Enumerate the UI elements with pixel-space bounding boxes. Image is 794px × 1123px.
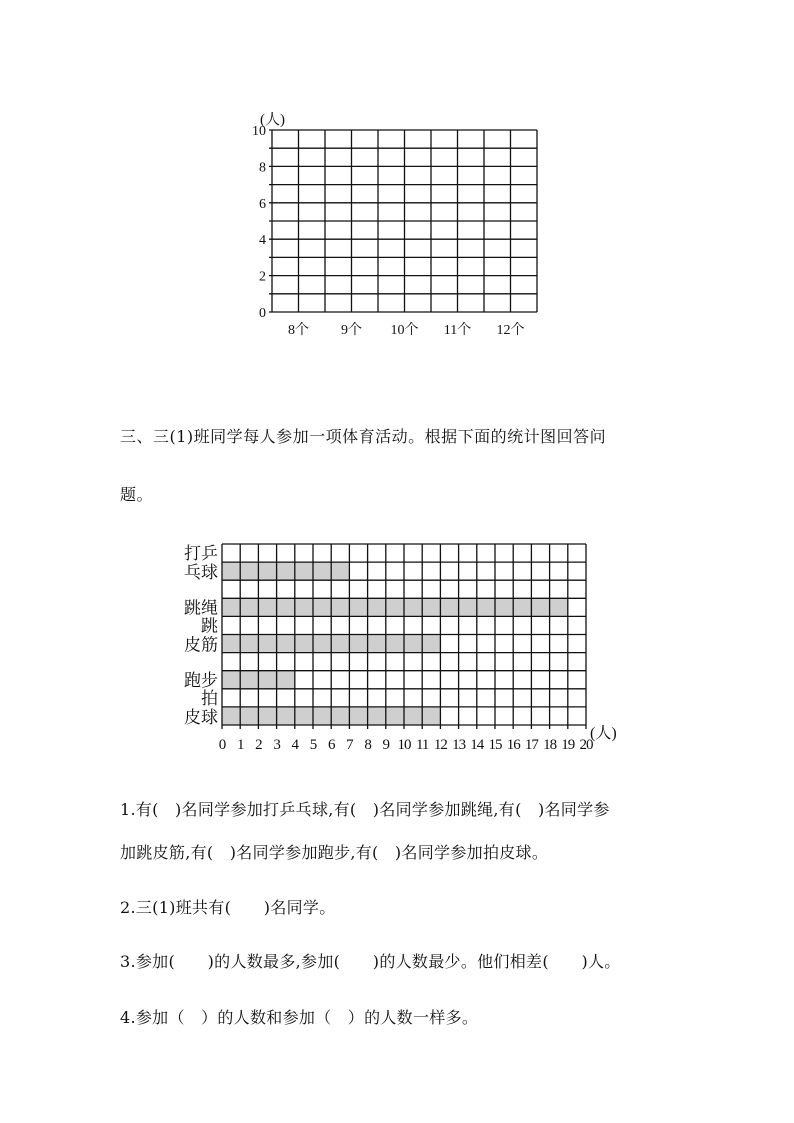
chart-vertical-grid (235, 100, 555, 350)
chart2-x-tick: 3 (273, 737, 280, 753)
chart2-x-tick: 14 (470, 737, 484, 753)
chart1-x-tick: 11个 (443, 323, 472, 338)
chart2-x-tick: 18 (543, 737, 557, 753)
chart2-x-tick: 8 (364, 737, 371, 753)
question-1-line2: 加跳皮筋,有( )名同学参加跑步,有( )名同学参加拍皮球。 (120, 843, 549, 862)
chart2-x-tick: 0 (218, 737, 226, 753)
chart2-x-ticks (219, 737, 593, 753)
section3-title-cont: 题。 (120, 485, 154, 504)
chart2-x-tick: 10 (397, 737, 411, 753)
chart2-category-label: 皮球 (184, 707, 218, 727)
chart2-x-tick: 19 (561, 737, 575, 753)
chart2-grid (222, 544, 586, 729)
chart2-category-label: 乓球 (184, 563, 218, 583)
chart1-grid (269, 130, 537, 312)
chart2-x-tick: 1 (236, 737, 244, 753)
chart2-x-tick: 20 (579, 737, 593, 753)
chart2-bars (222, 562, 568, 725)
chart2-xlabel: (人) (590, 725, 617, 742)
question-3: 3.参加( )的人数最多,参加( )的人数最少。他们相差( )人。 (120, 952, 621, 971)
chart2-x-tick: 7 (346, 737, 353, 753)
question-2: 2.三(1)班共有( )名同学。 (120, 898, 336, 917)
chart1-x-tick: 9个 (341, 323, 362, 338)
chart2-categories (184, 544, 218, 727)
chart2-x-tick: 5 (309, 737, 317, 753)
chart1-x-tick: 12个 (496, 323, 525, 338)
chart1-ylabel: (人) (260, 112, 285, 128)
chart2-x-tick: 6 (327, 737, 335, 753)
chart2-category-label: 拍 (201, 688, 218, 708)
chart2-x-tick: 16 (506, 737, 520, 753)
chart1-y-tick: 4 (259, 233, 266, 249)
chart1-y-ticks (252, 124, 266, 321)
question-4: 4.参加（ ）的人数和参加（ ）的人数一样多。 (120, 1008, 479, 1027)
chart1-y-tick: 6 (259, 196, 266, 212)
chart2-category-label: 打乒 (184, 544, 218, 564)
chart1-y-tick: 0 (259, 306, 266, 321)
chart2-category-label: 跑步 (184, 670, 218, 690)
chart2-x-tick: 17 (524, 737, 538, 753)
chart1-y-tick: 10 (252, 124, 266, 139)
chart2-x-tick: 4 (291, 737, 299, 753)
chart2-x-tick: 12 (433, 737, 447, 753)
chart2-category-label: 跳 (201, 616, 218, 636)
chart2-bar (222, 562, 349, 580)
chart2-x-tick: 15 (488, 737, 502, 753)
chart2-x-tick: 11 (415, 737, 429, 753)
chart1-y-tick: 2 (259, 269, 266, 285)
chart2-x-tick: 9 (382, 737, 390, 753)
chart1-x-tick: 10个 (390, 323, 419, 338)
chart2-x-tick: 2 (255, 737, 262, 753)
chart2-category-label: 跳绳 (184, 598, 218, 618)
question-1-line1: 1.有( )名同学参加打乒乓球,有( )名同学参加跳绳,有( )名同学参 (120, 800, 610, 819)
chart2-category-label: 皮筋 (184, 635, 218, 655)
chart1-x-tick: 8个 (288, 323, 309, 338)
chart1-x-ticks (288, 322, 525, 338)
chart1-y-tick: 8 (259, 160, 266, 176)
chart2-x-tick: 13 (452, 737, 466, 753)
section3-title: 三、三(1)班同学每人参加一项体育活动。根据下面的统计图回答问 (120, 427, 607, 446)
chart-activities (165, 535, 645, 770)
chart2-bar (222, 598, 568, 616)
